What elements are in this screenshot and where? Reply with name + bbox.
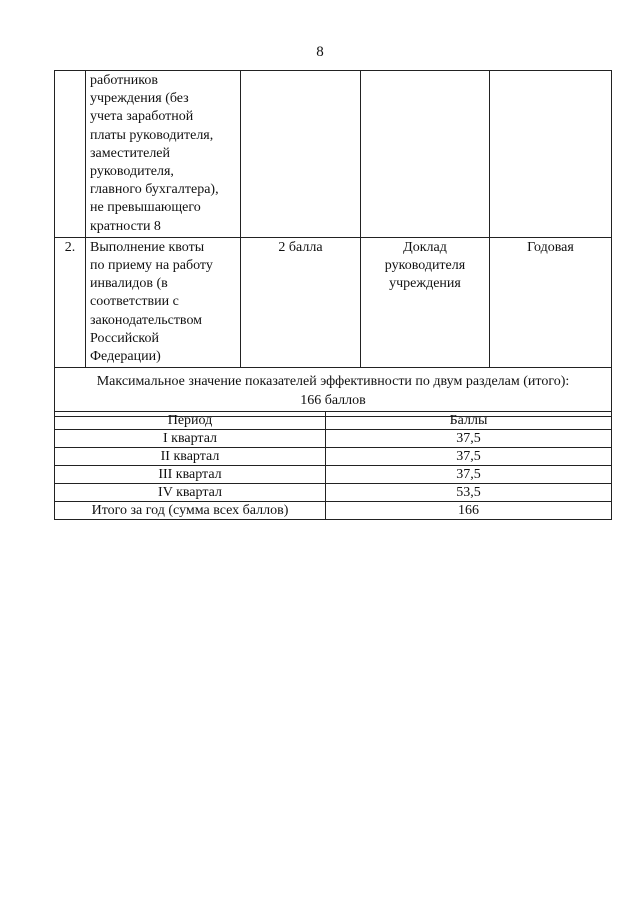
period-points: 53,5	[326, 484, 612, 502]
points-cell: 2 балла	[241, 237, 361, 367]
indicator-text-line: кратности 8	[90, 218, 161, 234]
periods-table	[54, 411, 612, 520]
source-cell	[361, 237, 490, 367]
table-header-row	[55, 412, 612, 430]
total-text-line: 166 баллов	[300, 393, 366, 409]
indicator-text-line: руководителя,	[90, 164, 174, 180]
indicator-text-line: Российской	[90, 330, 159, 346]
indicator-text-line: соответствии с	[90, 294, 179, 310]
indicator-text-line: Выполнение квоты	[90, 239, 205, 255]
table-row	[55, 484, 612, 502]
period-name: II квартал	[55, 448, 326, 466]
source-text-line: руководителя	[384, 258, 466, 274]
indicator-text-line: не превышающего	[90, 200, 201, 216]
row-number-cell	[55, 71, 86, 238]
total-cell	[55, 368, 612, 417]
indicators-table	[54, 70, 612, 417]
points-cell	[241, 71, 361, 238]
source-cell	[361, 71, 490, 238]
table-row	[55, 466, 612, 484]
row-number-cell: 2.	[55, 237, 86, 367]
period-name: IV квартал	[55, 484, 326, 502]
indicator-text-line: работников	[90, 73, 158, 88]
header-period: Период	[55, 412, 326, 430]
indicator-text-line: инвалидов (в	[90, 276, 168, 292]
indicator-text-cell	[86, 71, 241, 238]
period-points: 37,5	[326, 466, 612, 484]
indicator-text-line: законодательством	[90, 312, 203, 328]
period-points: 37,5	[326, 448, 612, 466]
table-row-2	[55, 237, 612, 367]
indicator-text-cell	[86, 237, 241, 367]
source-text-line: учреждения	[389, 276, 461, 292]
header-points: Баллы	[326, 412, 612, 430]
table-row-continuation	[55, 71, 612, 238]
table-row-total	[55, 502, 612, 520]
period-cell	[490, 71, 612, 238]
period-name: III квартал	[55, 466, 326, 484]
table-row-total	[55, 368, 612, 417]
period-points: 37,5	[326, 430, 612, 448]
indicator-text-line: Федерации)	[90, 349, 161, 365]
table-row	[55, 430, 612, 448]
page-number: 8	[316, 44, 324, 60]
indicator-text-line: учета заработной	[90, 109, 194, 125]
indicator-text-line: учреждения (без	[90, 91, 189, 107]
indicator-text-line: заместителей	[90, 145, 171, 161]
source-text-line: Доклад	[403, 239, 447, 255]
period-cell: Годовая	[490, 237, 612, 367]
table-row	[55, 448, 612, 466]
indicator-text-line: платы руководителя,	[90, 127, 214, 143]
indicator-text-line: главного бухгалтера),	[90, 182, 219, 198]
period-name: I квартал	[55, 430, 326, 448]
total-text-line: Максимальное значение показателей эффективности по двум разделам (итого):	[96, 374, 570, 390]
period-points: 166	[326, 502, 612, 520]
indicator-text-line: по приему на работу	[90, 258, 213, 274]
period-name: Итого за год (сумма всех баллов)	[55, 502, 326, 520]
